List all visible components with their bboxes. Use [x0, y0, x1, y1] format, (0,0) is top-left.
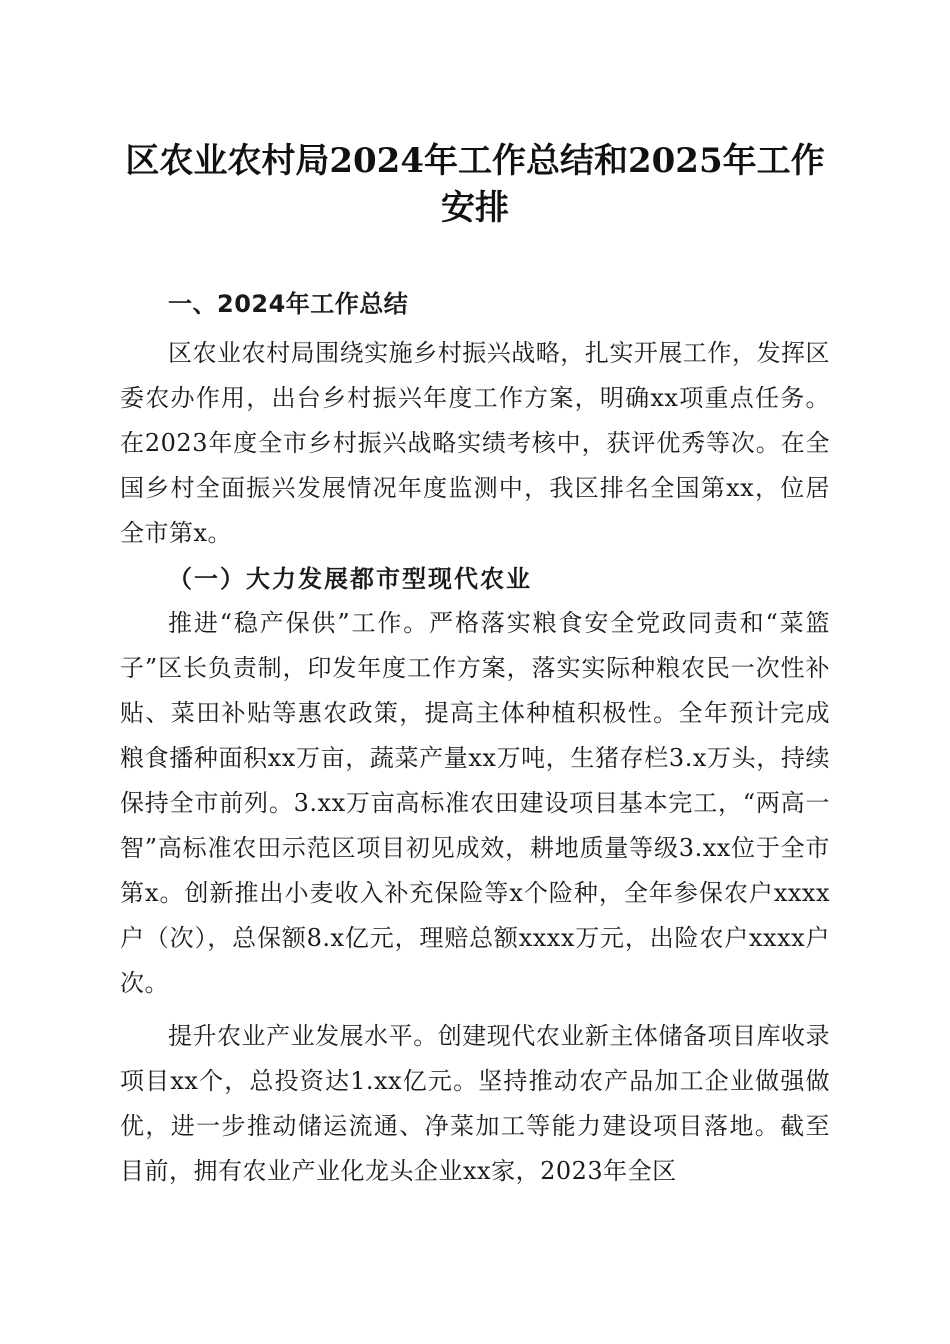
intro-paragraph: 区农业农村局围绕实施乡村振兴战略，扎实开展工作，发挥区委农办作用，出台乡村振兴年度工作方案，明确xx项重点任务。在2023年度全市乡村振兴战略实绩考核中，获评优秀等次。在全国乡村全面振兴发展情况年度监测中，我区排名全国第xx，位居全市第x。 [120, 339, 830, 547]
section-heading: 一、2024年工作总结 [168, 290, 409, 318]
document-title [100, 138, 850, 232]
subsection-heading: （一）大力发展都市型现代农业 [168, 564, 532, 593]
title-line-1: 区农业农村局2024年工作总结和2025年工作 [125, 141, 825, 181]
paragraph-industry-development: 提升农业产业发展水平。创建现代农业新主体储备项目库收录项目xx个，总投资达1.xx亿元。坚持推动农产品加工企业做强做优，进一步推动储运流通、净菜加工等能力建设项目落地。截至目前，拥有农业产业化龙头企业xx家，2023年全区 [120, 1022, 830, 1185]
title-line-2: 安排 [441, 188, 509, 228]
paragraph-stable-supply: 推进“稳产保供”工作。严格落实粮食安全党政同责和“菜篮子”区长负责制，印发年度工作方案，落实实际种粮农民一次性补贴、菜田补贴等惠农政策，提高主体种植积极性。全年预计完成粮食播种面积xx万亩，蔬菜产量xx万吨，生猪存栏3.x万头，持续保持全市前列。3.xx万亩高标准农田建设项目基本完工，“两高一智”高标准农田示范区项目初见成效，耕地质量等级3.xx位于全市第x。创新推出小麦收入补充保险等x个险种，全年参保农户xxxx户（次），总保额8.x亿元，理赔总额xxxx万元，出险农户xxxx户次。 [120, 609, 830, 997]
document-body [120, 282, 830, 1194]
